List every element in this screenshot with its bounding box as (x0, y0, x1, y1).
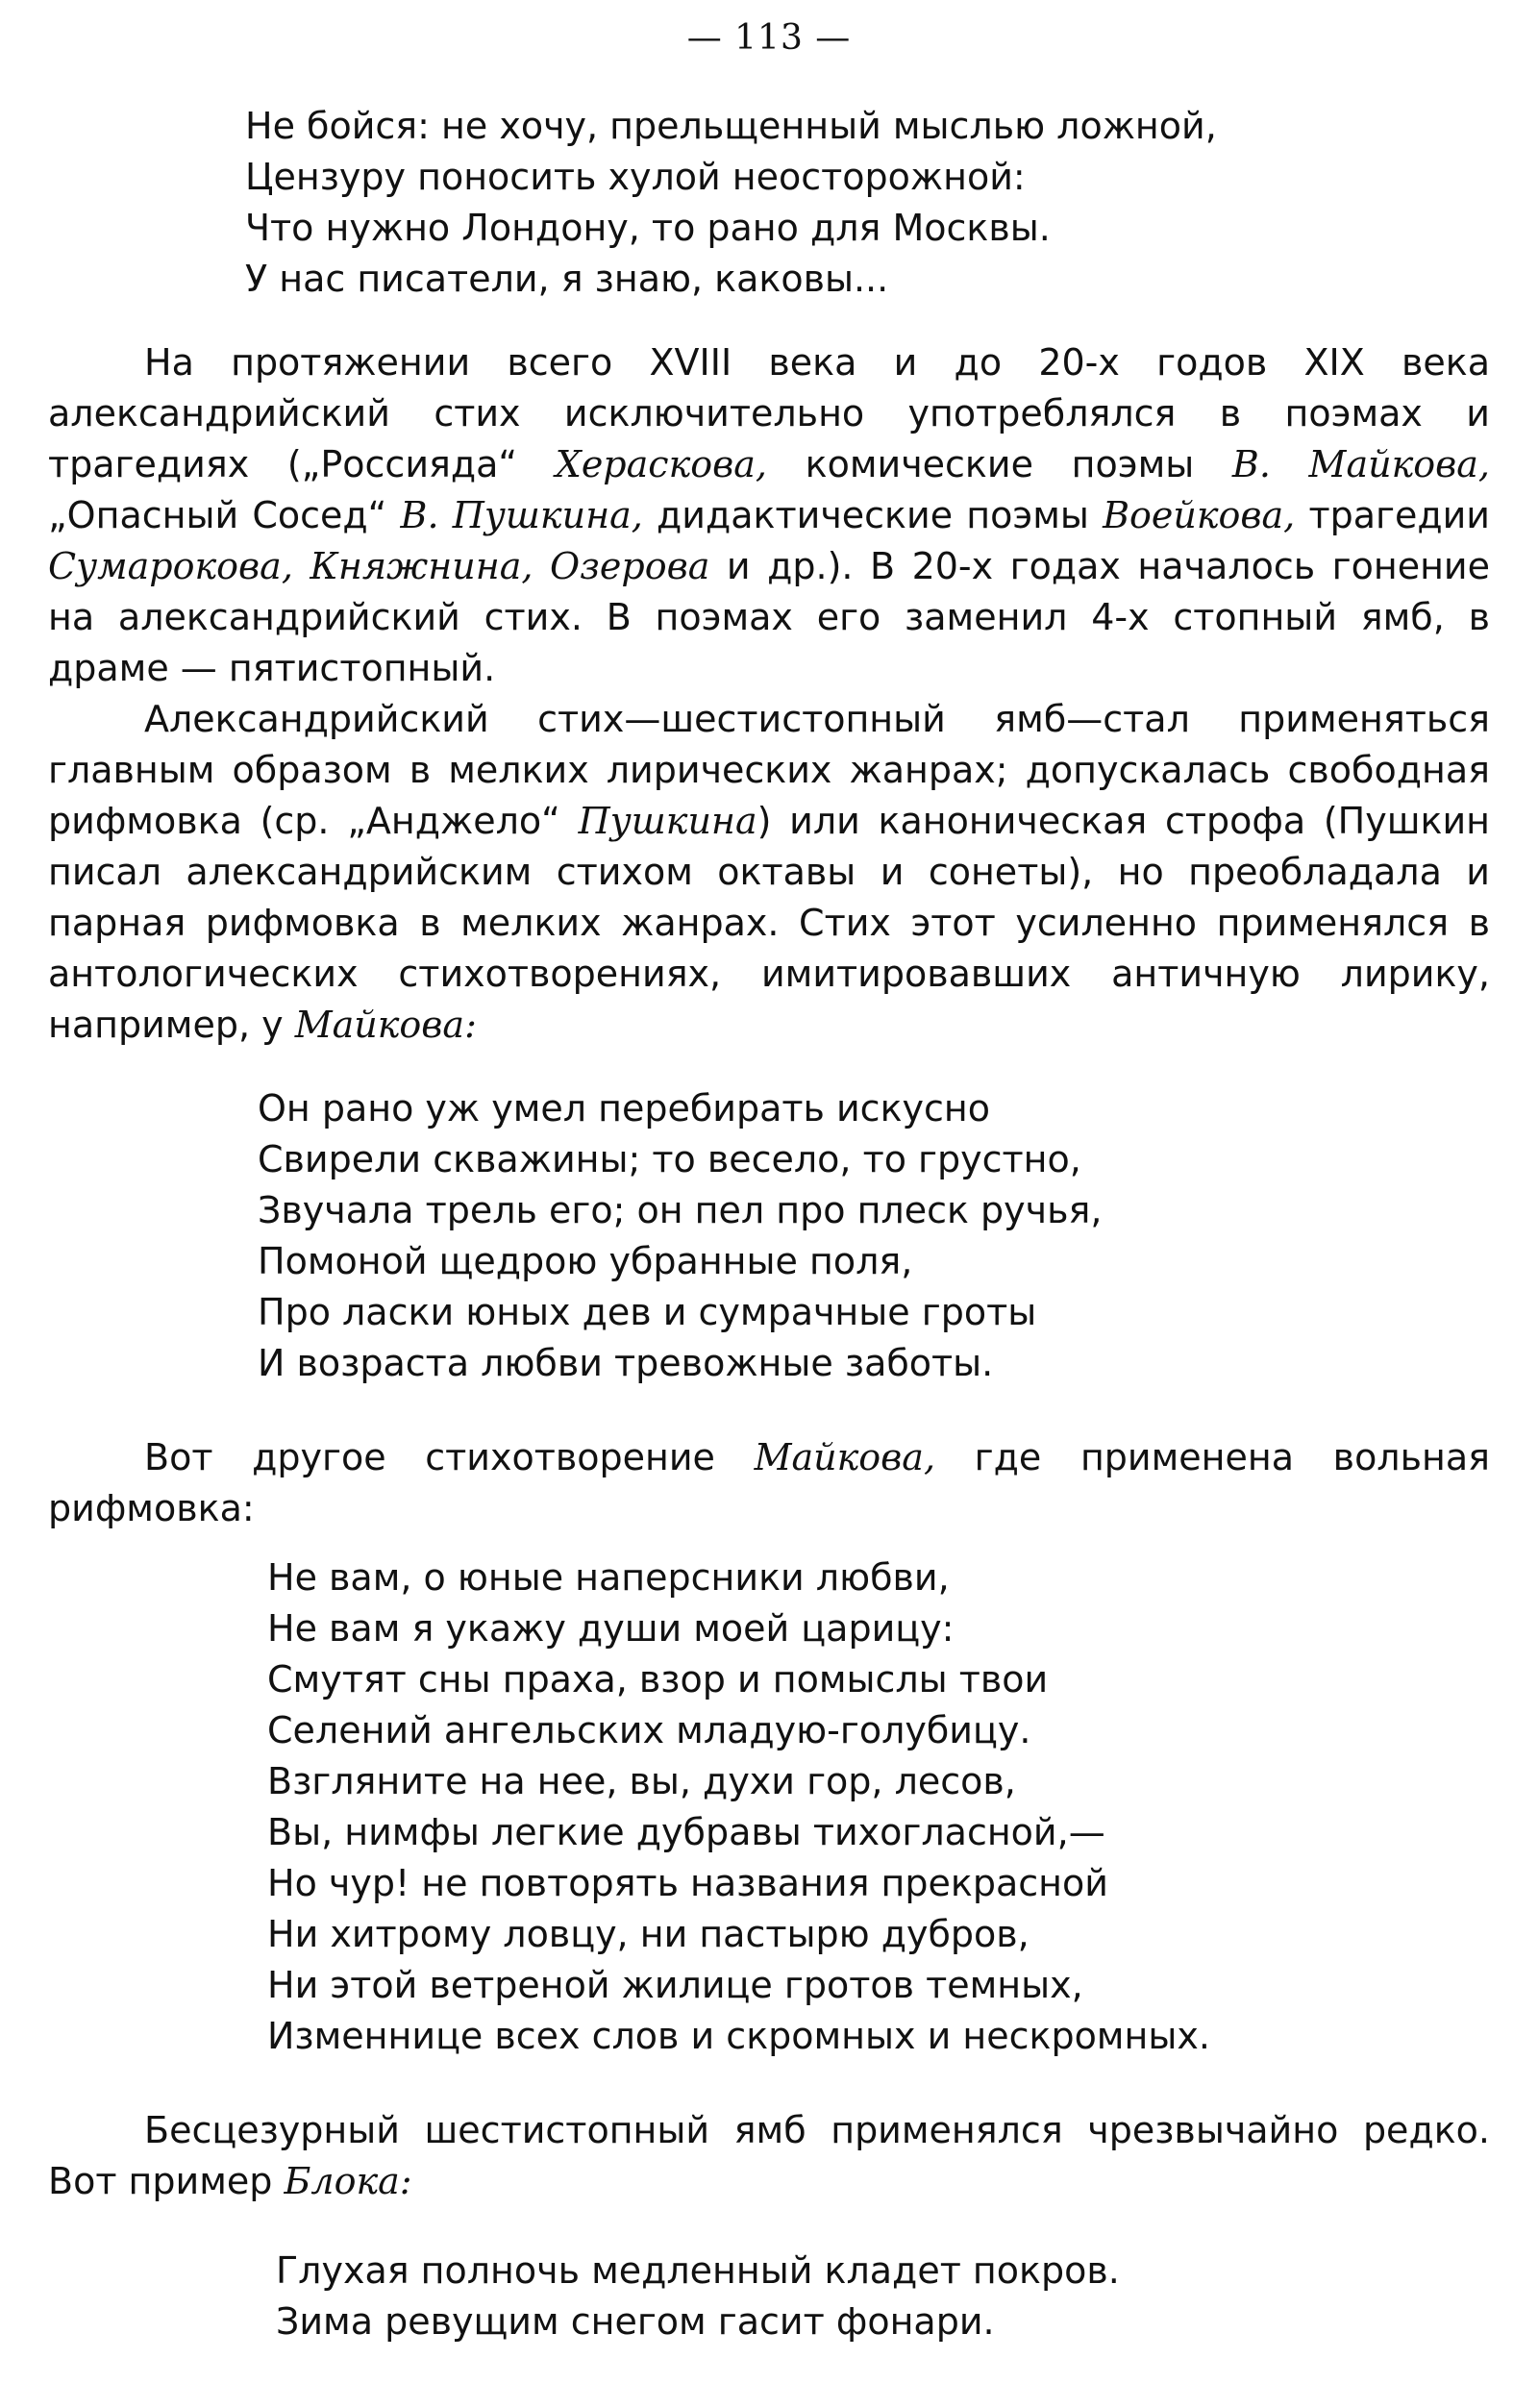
italic-name: Майкова, (754, 1436, 936, 1478)
verse-line: Свирели скважины; то весело, то грустно, (258, 1138, 1081, 1180)
page-number: — 113 — (686, 18, 852, 58)
verse-line: Ни хитрому ловцу, ни пастырю дубров, (267, 1913, 1029, 1955)
paragraph-2-text (48, 694, 1490, 1051)
text-run: ) или каноническая строфа (Пушкин писал александрийским стихом октавы и сонеты), но преобладала и парная рифмовка в мелких жанрах. Стих этот усиленно применялся в антологических стихотворениях, имитировавших античную лирику, например, у (48, 800, 1491, 1046)
text-run: и др.). В 20-х годах началось гонение на александрийский стих. В поэмах его заменил 4-х стопный ямб, в драме — пятистопный. (48, 545, 1490, 689)
paragraph-4 (48, 2105, 1490, 2207)
italic-name: Пушкина (578, 800, 757, 842)
text-run: „Опасный Сосед“ (48, 494, 401, 536)
verse-line: Про ласки юных дев и сумрачные гроты (258, 1291, 1037, 1333)
verse-line: Он рано уж умел перебирать искусно (258, 1087, 991, 1130)
paragraph-4-text (48, 2105, 1490, 2207)
text-run: Александрийский стих—шестистопный ямб—стал применяться главным образом в мелких лирических жанрах; допускалась свободная рифмовка (ср. „Анджело“ (48, 698, 1490, 842)
verse-line: Глухая полночь медленный кладет покров. (276, 2249, 1120, 2292)
text-run: дидактические поэмы (642, 494, 1104, 536)
italic-name: В. Пушкина, (400, 494, 643, 536)
verse-line: Ни этой ветреной жилице гротов темных, (267, 1964, 1083, 2006)
verse-line: Цензуру поносить хулой неосторожной: (245, 156, 1026, 198)
text-run: На протяжении всего XVIII века и до 20-х годов XIX века александрийский стих исключительно употреблялся в поэмах и трагедиях („Россияда“ (48, 341, 1490, 485)
verse-line: Звучала трель его; он пел про плеск ручья, (258, 1189, 1103, 1231)
verse-line: Но чур! не повторять названия прекрасной (267, 1862, 1108, 1904)
italic-name: Хераскова, (555, 443, 767, 485)
italic-name: В. Майкова, (1231, 443, 1491, 485)
verse-line: Не вам я укажу души моей царицу: (267, 1607, 955, 1650)
italic-name: Воейкова, (1103, 494, 1296, 536)
verse-block-1 (245, 101, 1217, 305)
verse-line: Помоной щедрою убранные поля, (258, 1240, 913, 1282)
paragraph-3-text (48, 1432, 1490, 1534)
verse-line: Вы, нимфы легкие дубравы тихогласной,— (267, 1811, 1105, 1853)
verse-block-2 (258, 1083, 1102, 1389)
verse-line: У нас писатели, я знаю, каковы... (245, 258, 889, 300)
verse-line: Зима ревущим снегом гасит фонари. (276, 2300, 995, 2343)
italic-name: Блока: (284, 2160, 412, 2202)
verse-line: Не бойся: не хочу, прельщенный мыслью ложной, (245, 105, 1217, 147)
verse-block-4 (276, 2246, 1120, 2347)
text-run: Бесцезурный шестистопный ямб применялся чрезвычайно редко. Вот пример (48, 2109, 1490, 2202)
verse-line: И возраста любви тревожные заботы. (258, 1342, 994, 1384)
verse-line: Что нужно Лондону, то рано для Москвы. (245, 207, 1051, 249)
paragraph-1-text (48, 337, 1490, 694)
text-run: трагедии (1295, 494, 1490, 536)
italic-name: Сумарокова, Княжнина, Озерова (48, 545, 710, 587)
text-run: комические поэмы (767, 443, 1232, 485)
verse-line: Изменнице всех слов и скромных и нескромных. (267, 2015, 1210, 2057)
verse-block-3 (267, 1552, 1210, 2062)
paragraph-2 (48, 694, 1490, 1051)
text-run: где применена вольная рифмовка: (48, 1436, 1490, 1529)
verse-line: Селений ангельских младую-голубицу. (267, 1709, 1031, 1751)
italic-name: Майкова: (294, 1004, 477, 1046)
verse-line: Смутят сны праха, взор и помыслы твои (267, 1658, 1049, 1700)
text-run: Вот другое стихотворение (144, 1436, 755, 1478)
paragraph-1 (48, 337, 1490, 694)
verse-line: Не вам, о юные наперсники любви, (267, 1556, 950, 1599)
verse-line: Взгляните на нее, вы, духи гор, лесов, (267, 1760, 1016, 1802)
paragraph-3 (48, 1432, 1490, 1534)
